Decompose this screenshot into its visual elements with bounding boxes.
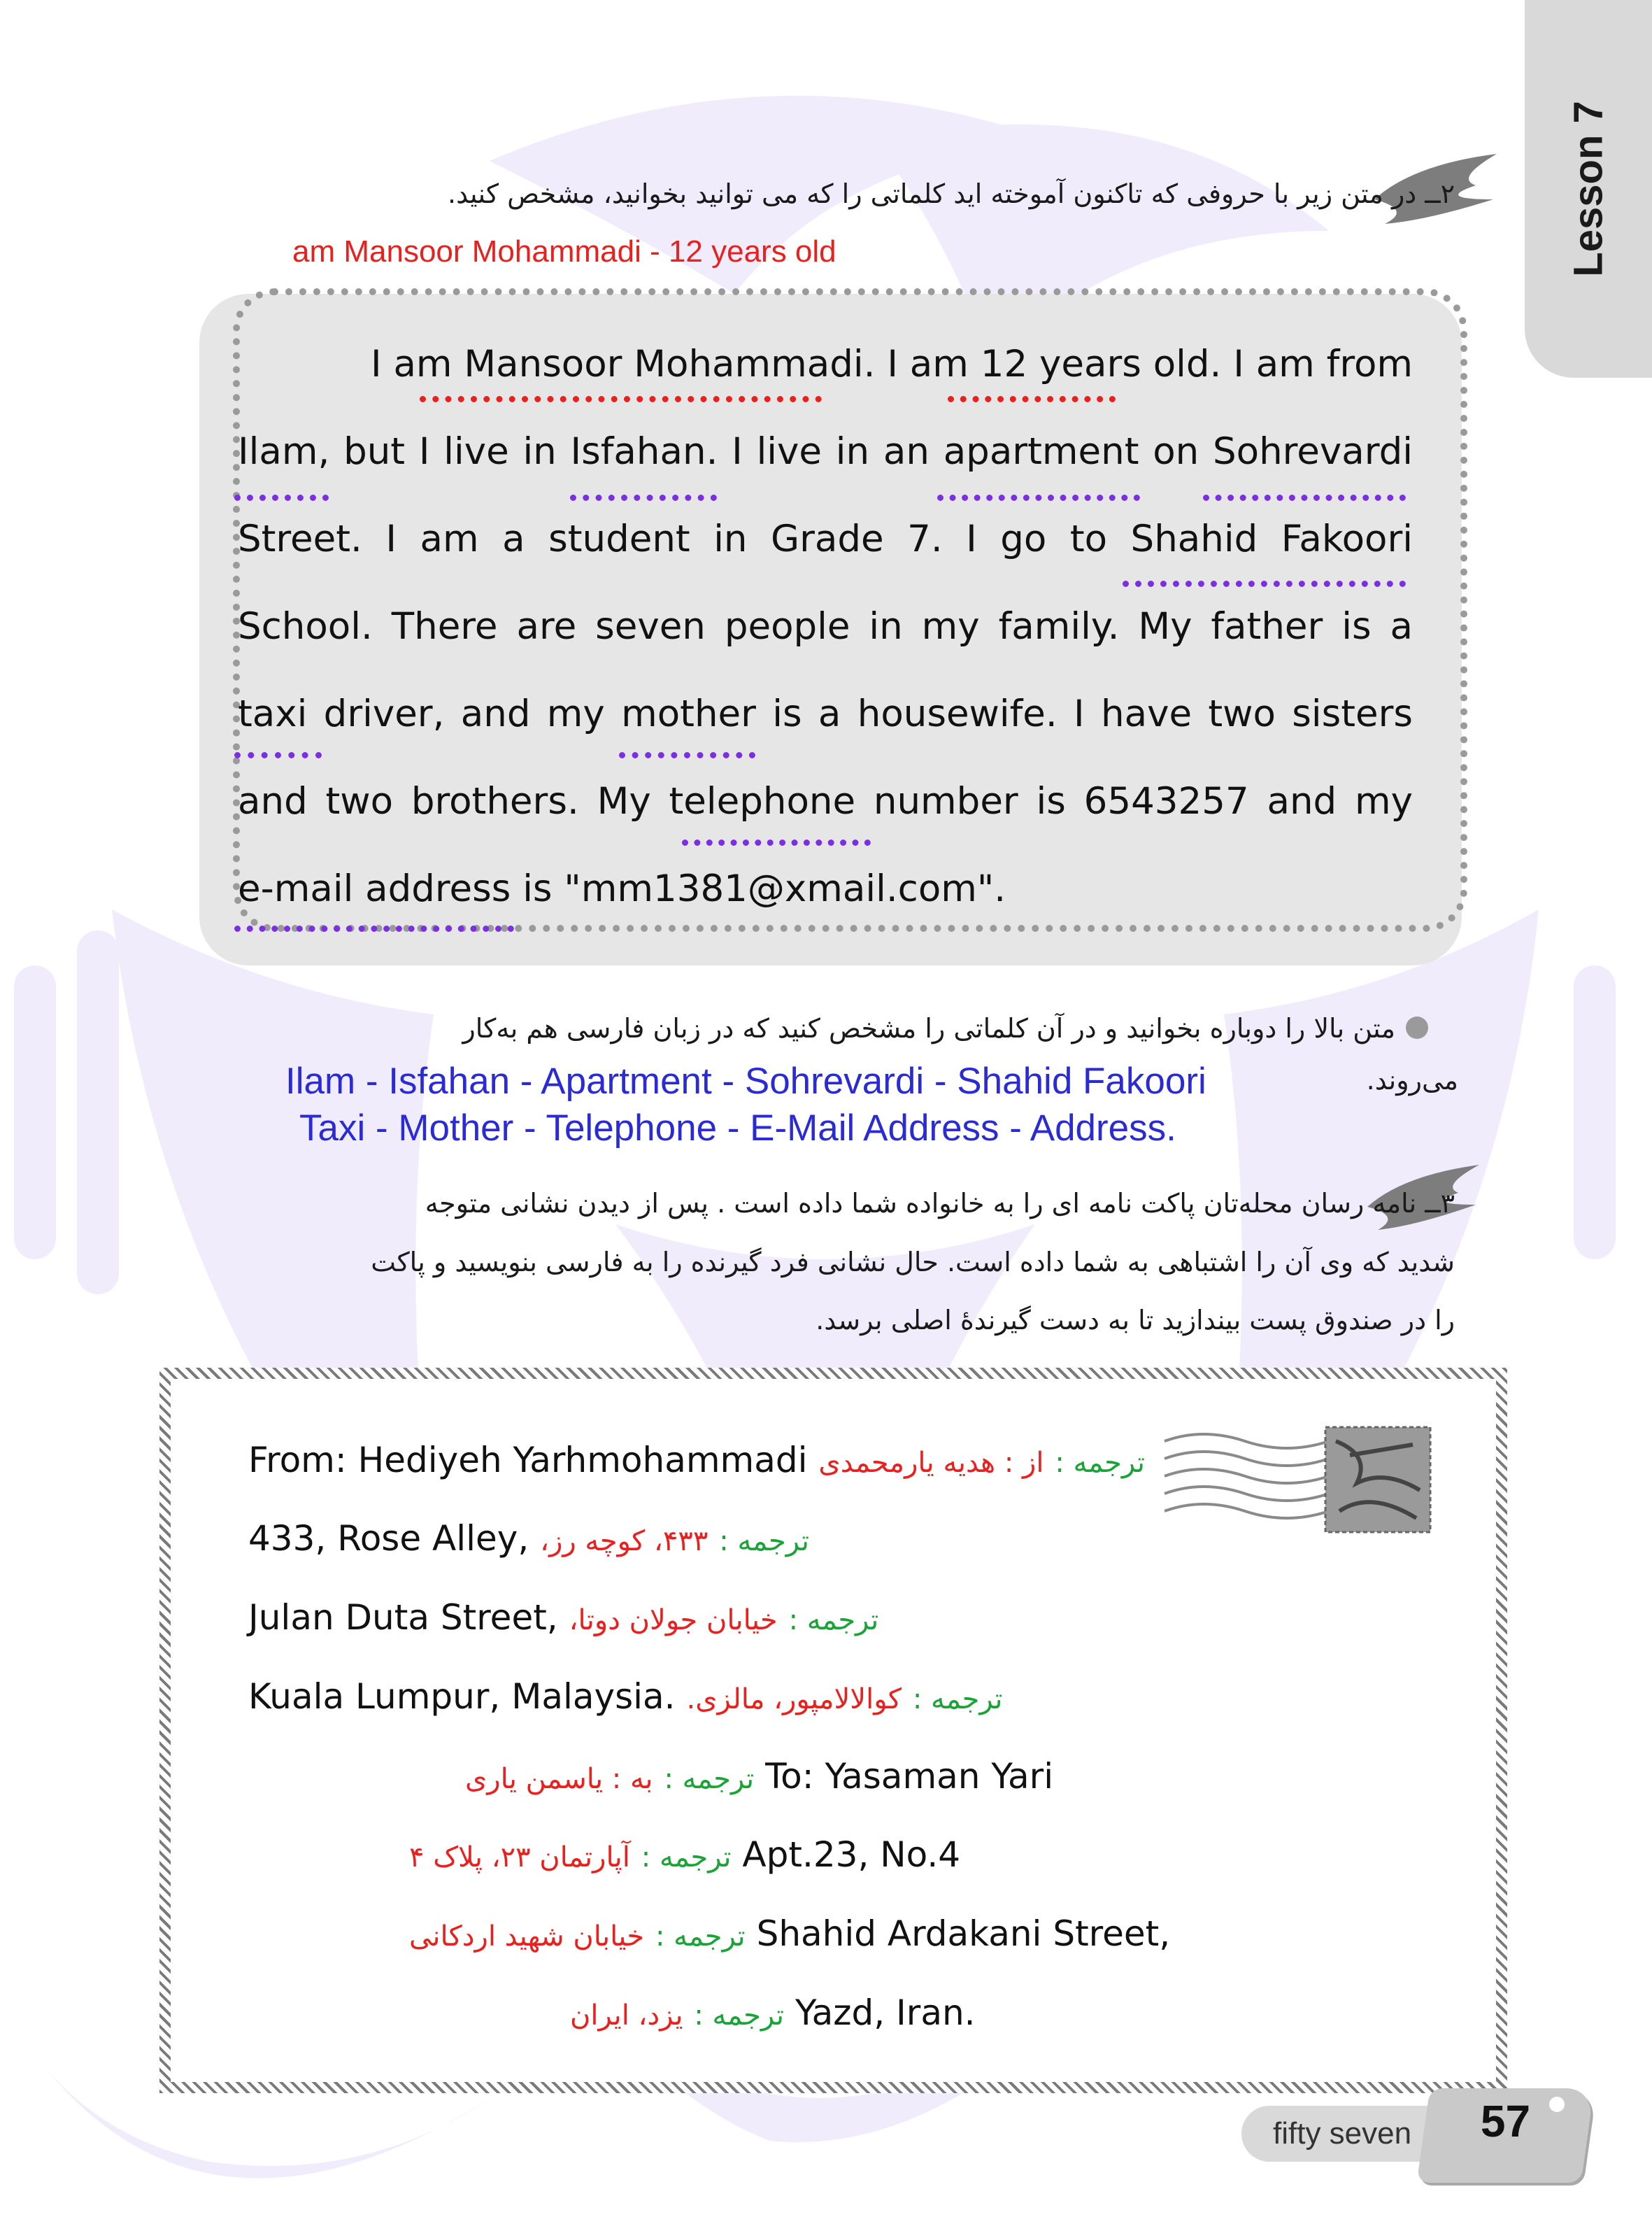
page-number: 57 (1480, 2096, 1531, 2146)
to-line-english: To: Yasaman Yari (765, 1756, 1054, 1797)
exercise2-instruction: ۲ــ در متن زیر با حروفی که تاکنون آموخته اید کلماتی را که می توانید بخوانید، مشخص کنید. (448, 178, 1455, 209)
reading-line: Street. I am a student in Grade 7. I go to Shahid Fakoori (238, 518, 1413, 560)
exercise3-line2: شدید که وی آن را اشتباهی به شما داده است. حال نشانی فرد گیرنده را به فارسی بنویسید و پاکت (371, 1247, 1455, 1277)
to-line (570, 1992, 976, 2033)
translation-value: از : هدیه یارمحمدی (818, 1447, 1044, 1479)
bullet-instruction-line2: می‌روند. (1366, 1065, 1458, 1096)
underline-marker (234, 495, 329, 501)
from-line-english: From: Hediyeh Yarhmohammadi (248, 1440, 808, 1480)
translation-value: ۴۳۳، کوچه رز، (540, 1525, 708, 1557)
translation-value: خیابان شهید اردکانی (409, 1920, 645, 1953)
reading-line: e-mail address is "mm1381@xmail.com". (238, 867, 1006, 910)
translation-value: به : یاسمن یاری (465, 1763, 653, 1795)
bullet-instruction-line1: متن بالا را دوباره بخوانید و در آن کلماتی را مشخص کنید که در زبان فارسی هم به‌کار (462, 1013, 1395, 1044)
reading-line: taxi driver, and my mother is a housewife. I have two sisters (238, 693, 1413, 735)
from-line-english: Kuala Lumpur, Malaysia. (248, 1676, 676, 1717)
bullet-icon (1406, 1017, 1428, 1039)
translation-value: کوالالامپور، مالزی. (686, 1683, 902, 1715)
postage-stamp-icon (1161, 1413, 1441, 1543)
underline-marker (234, 926, 514, 932)
from-line-english: Julan Duta Street, (248, 1597, 558, 1638)
page-number-words: fifty seven (1273, 2116, 1412, 2151)
to-line (465, 1756, 1053, 1797)
translation-value: آپارتمان ۲۳، پلاک ۴ (409, 1841, 630, 1874)
underline-marker (1123, 581, 1406, 587)
underline-marker (619, 752, 755, 758)
from-line-english: 433, Rose Alley, (248, 1518, 529, 1559)
underline-marker (570, 495, 717, 501)
to-line-english: Shahid Ardakani Street, (756, 1913, 1171, 1954)
translation-value: خیابان جولان دوتا، (569, 1604, 778, 1636)
reading-line: and two brothers. My telephone number is 6543257 and my (238, 780, 1413, 823)
underline-marker (420, 396, 822, 402)
reading-line: Ilam, but I live in Isfahan. I live in an apartment on Sohrevardi (238, 430, 1413, 473)
reading-line: I am Mansoor Mohammadi. I am 12 years old. I am from (370, 343, 1413, 385)
bullet-answer-line2: Taxi - Mother - Telephone - E-Mail Address - Address. (299, 1107, 1176, 1149)
underline-marker (937, 495, 1140, 501)
translation-label: ترجمه : (912, 1683, 1003, 1715)
exercise3-line1: ۳ــ نامه رسان محله‌تان پاکت نامه ای را به خانواده شما داده است . پس از دیدن نشانی متوجه (425, 1188, 1455, 1219)
translation-value: یزد، ایران (570, 1999, 683, 2032)
exercise3-line3: را در صندوق پست بیندازید تا به دست گیرندهٔ اصلی برسد. (816, 1305, 1455, 1336)
to-line-english: Yazd, Iran. (795, 1992, 976, 2033)
to-line (409, 1913, 1170, 1954)
translation-label: ترجمه : (641, 1841, 732, 1874)
bullet-answer-line1: Ilam - Isfahan - Apartment - Sohrevardi - Shahid Fakoori (285, 1061, 1206, 1102)
translation-label: ترجمه : (1055, 1447, 1146, 1479)
translation-label: ترجمه : (719, 1525, 809, 1557)
translation-label: ترجمه : (788, 1604, 879, 1636)
lesson-tab (1525, 0, 1652, 378)
from-line (248, 1440, 1145, 1480)
underline-marker (234, 752, 322, 758)
translation-label: ترجمه : (664, 1763, 755, 1795)
from-line (248, 1518, 809, 1559)
to-line-english: Apt.23, No.4 (742, 1834, 961, 1875)
from-line (248, 1597, 878, 1638)
exercise2-answer: am Mansoor Mohammadi - 12 years old (292, 234, 836, 269)
to-line (409, 1834, 960, 1875)
translation-label: ترجمه : (694, 1999, 785, 2032)
underline-marker (948, 396, 1116, 402)
from-line (248, 1676, 1003, 1717)
underline-marker (1203, 495, 1406, 501)
underline-marker (682, 840, 871, 846)
translation-label: ترجمه : (655, 1920, 746, 1953)
reading-line: School. There are seven people in my family. My father is a (238, 605, 1413, 648)
lesson-tab-label: Lesson 7 (1565, 101, 1611, 277)
